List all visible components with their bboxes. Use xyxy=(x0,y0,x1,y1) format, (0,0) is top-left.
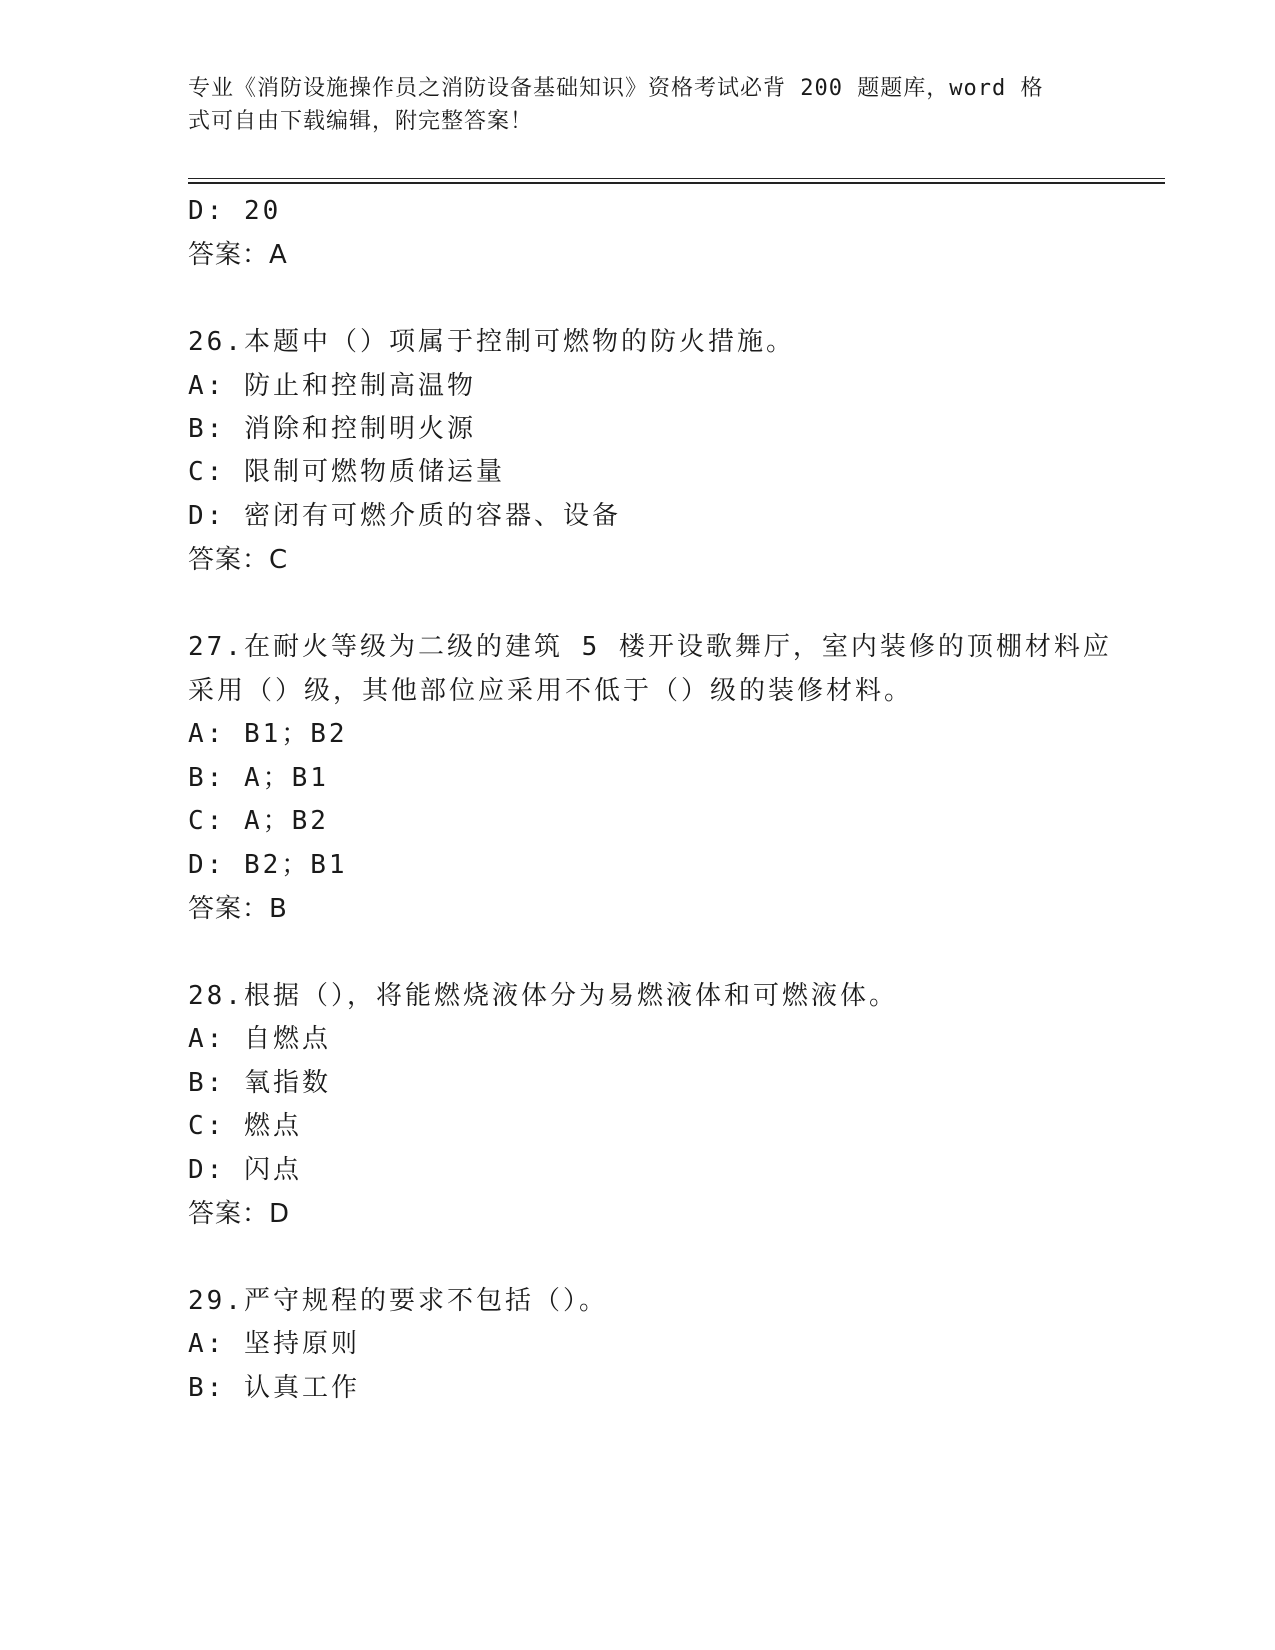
option-b: B: A；B1 xyxy=(188,763,329,793)
prev-answer: 答案：A xyxy=(188,240,288,270)
option-b: B: 认真工作 xyxy=(188,1373,360,1403)
option-a: A: B1；B2 xyxy=(188,719,348,749)
prev-option-d: D: 20 xyxy=(188,196,282,226)
option-d: D: 密闭有可燃介质的容器、设备 xyxy=(188,501,621,531)
question-stem: 29.严守规程的要求不包括（）。 xyxy=(188,1286,608,1316)
header-line-2: 式可自由下载编辑，附完整答案！ xyxy=(188,109,534,134)
option-c: C: 燃点 xyxy=(188,1111,302,1141)
option-d: D: B2；B1 xyxy=(188,850,348,880)
question-stem: 27.在耐火等级为二级的建筑 5 楼开设歌舞厅，室内装修的顶棚材料应 xyxy=(188,632,1112,662)
option-c: C: A；B2 xyxy=(188,806,329,836)
header-divider-thick xyxy=(188,182,1165,184)
document-header xyxy=(188,72,1088,138)
question-stem: 26.本题中（）项属于控制可燃物的防火措施。 xyxy=(188,327,795,357)
option-a: A: 防止和控制高温物 xyxy=(188,371,476,401)
answer: 答案：C xyxy=(188,545,289,575)
question-stem: 28.根据（），将能燃烧液体分为易燃液体和可燃液体。 xyxy=(188,981,898,1011)
option-a: A: 坚持原则 xyxy=(188,1329,360,1359)
answer: 答案：D xyxy=(188,1199,291,1229)
option-b: B: 氧指数 xyxy=(188,1068,331,1098)
option-a: A: 自燃点 xyxy=(188,1024,331,1054)
option-c: C: 限制可燃物质储运量 xyxy=(188,457,505,487)
option-d: D: 闪点 xyxy=(188,1155,302,1185)
header-divider-thin xyxy=(188,178,1165,179)
header-line-1: 专业《消防设施操作员之消防设备基础知识》资格考试必背 200 题题库，word 格 xyxy=(188,76,1044,101)
option-b: B: 消除和控制明火源 xyxy=(188,414,476,444)
question-stem-continued: 采用（）级，其他部位应采用不低于（）级的装修材料。 xyxy=(188,676,914,706)
answer: 答案：B xyxy=(188,894,288,924)
